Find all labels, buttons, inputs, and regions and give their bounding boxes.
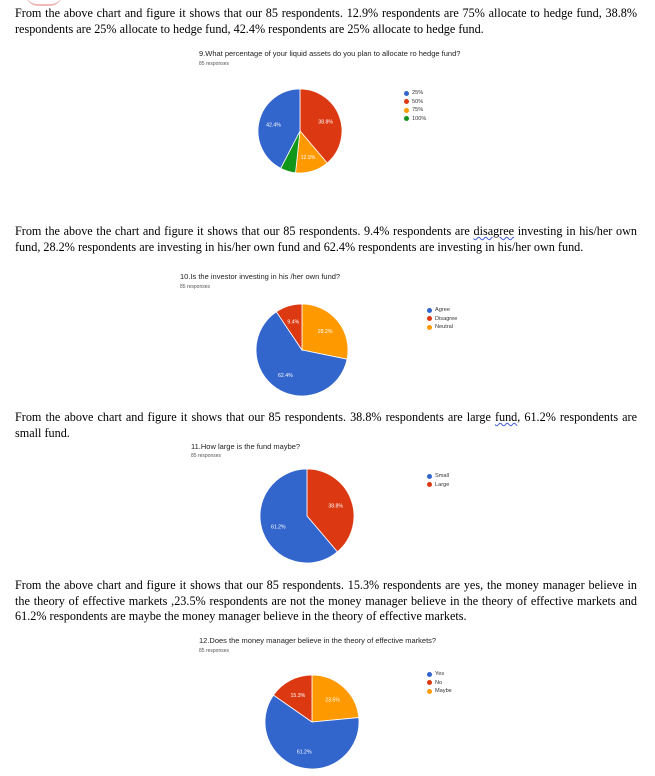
flagged-word: fund <box>494 410 518 424</box>
chart-subtitle: 85 responses <box>199 61 230 67</box>
paragraph-text-pre: From the above the chart and figure it shows that our 85 respondents. 9.4% respondents are <box>15 224 474 238</box>
chart-title: 10.Is the investor investing in his /her own fund? <box>180 272 341 281</box>
paragraph-text-post: , 61.2% respondents are small fund. <box>15 410 638 440</box>
legend-label: Agree <box>435 307 450 314</box>
slice-label: 42.4% <box>266 122 281 129</box>
legend-label: 25% <box>412 90 424 97</box>
slice-label: 61.2% <box>296 749 312 756</box>
slice-label: 23.5% <box>325 697 340 704</box>
slice-label: 28.2% <box>317 329 333 336</box>
chart-title: 11.How large is the fund maybe? <box>191 442 301 451</box>
legend-label: Disagree <box>435 315 458 322</box>
slice-label: 12.9% <box>300 155 316 162</box>
legend-item <box>427 687 452 696</box>
chart-subtitle: 85 responses <box>180 284 211 290</box>
legend-label: Small <box>435 473 449 480</box>
flagged-word: disagree <box>473 224 515 238</box>
chart-subtitle: 85 responses <box>191 453 222 459</box>
legend-label: 100% <box>412 115 427 122</box>
legend-label: 75% <box>412 107 424 114</box>
paragraph-text: From the above chart and figure it shows that our 85 respondents. 12.9% respondents are 75% allocate to hedge fund, 38.8% respondents are 25% allocate to hedge fund, 42.4% respondents are 25% allocate to hedge fund. <box>15 6 637 36</box>
legend-label: Maybe <box>435 688 452 695</box>
legend-swatch <box>427 680 432 685</box>
legend-label: Large <box>435 481 450 488</box>
legend-swatch <box>427 689 432 694</box>
chart-title: 12.Does the money manager believe in the theory of effective markets? <box>199 636 437 645</box>
paragraph-text-post: investing in his/her own fund, 28.2% respondents are investing in his/her own fund and 62.4% respondents are investing in his/her own fund. <box>15 224 638 254</box>
slice-label: 9.4% <box>287 319 300 326</box>
paragraph-text: From the above chart and figure it shows that our 85 respondents. 15.3% respondents are yes, the money manager believe in the theory of effective markets ,23.5% respondents are not the money manager believe in the theory of effective markets and 61.2% respondents are maybe the money manager believe in the theory of effective markets. <box>15 578 637 623</box>
slice-label: 38.8% <box>318 119 333 126</box>
legend-label: Yes <box>435 671 445 678</box>
legend-swatch <box>427 672 432 677</box>
chart-title: 9.What percentage of your liquid assets do you plan to allocate ro hedge fund? <box>199 49 461 58</box>
paragraph-text-pre: From the above chart and figure it shows that our 85 respondents. 38.8% respondents are large <box>15 410 495 424</box>
legend-item <box>427 670 452 679</box>
chart-subtitle: 85 responses <box>199 648 230 654</box>
slice-label: 62.4% <box>277 372 293 379</box>
chart-legend <box>427 670 452 696</box>
slice-label: 38.8% <box>328 503 344 510</box>
legend-label: No <box>435 679 443 686</box>
legend-label: 50% <box>412 98 424 105</box>
slice-label: 61.2% <box>270 524 286 531</box>
legend-label: Neutral <box>435 324 454 331</box>
slice-label: 15.3% <box>290 692 306 699</box>
legend-item <box>427 679 452 688</box>
